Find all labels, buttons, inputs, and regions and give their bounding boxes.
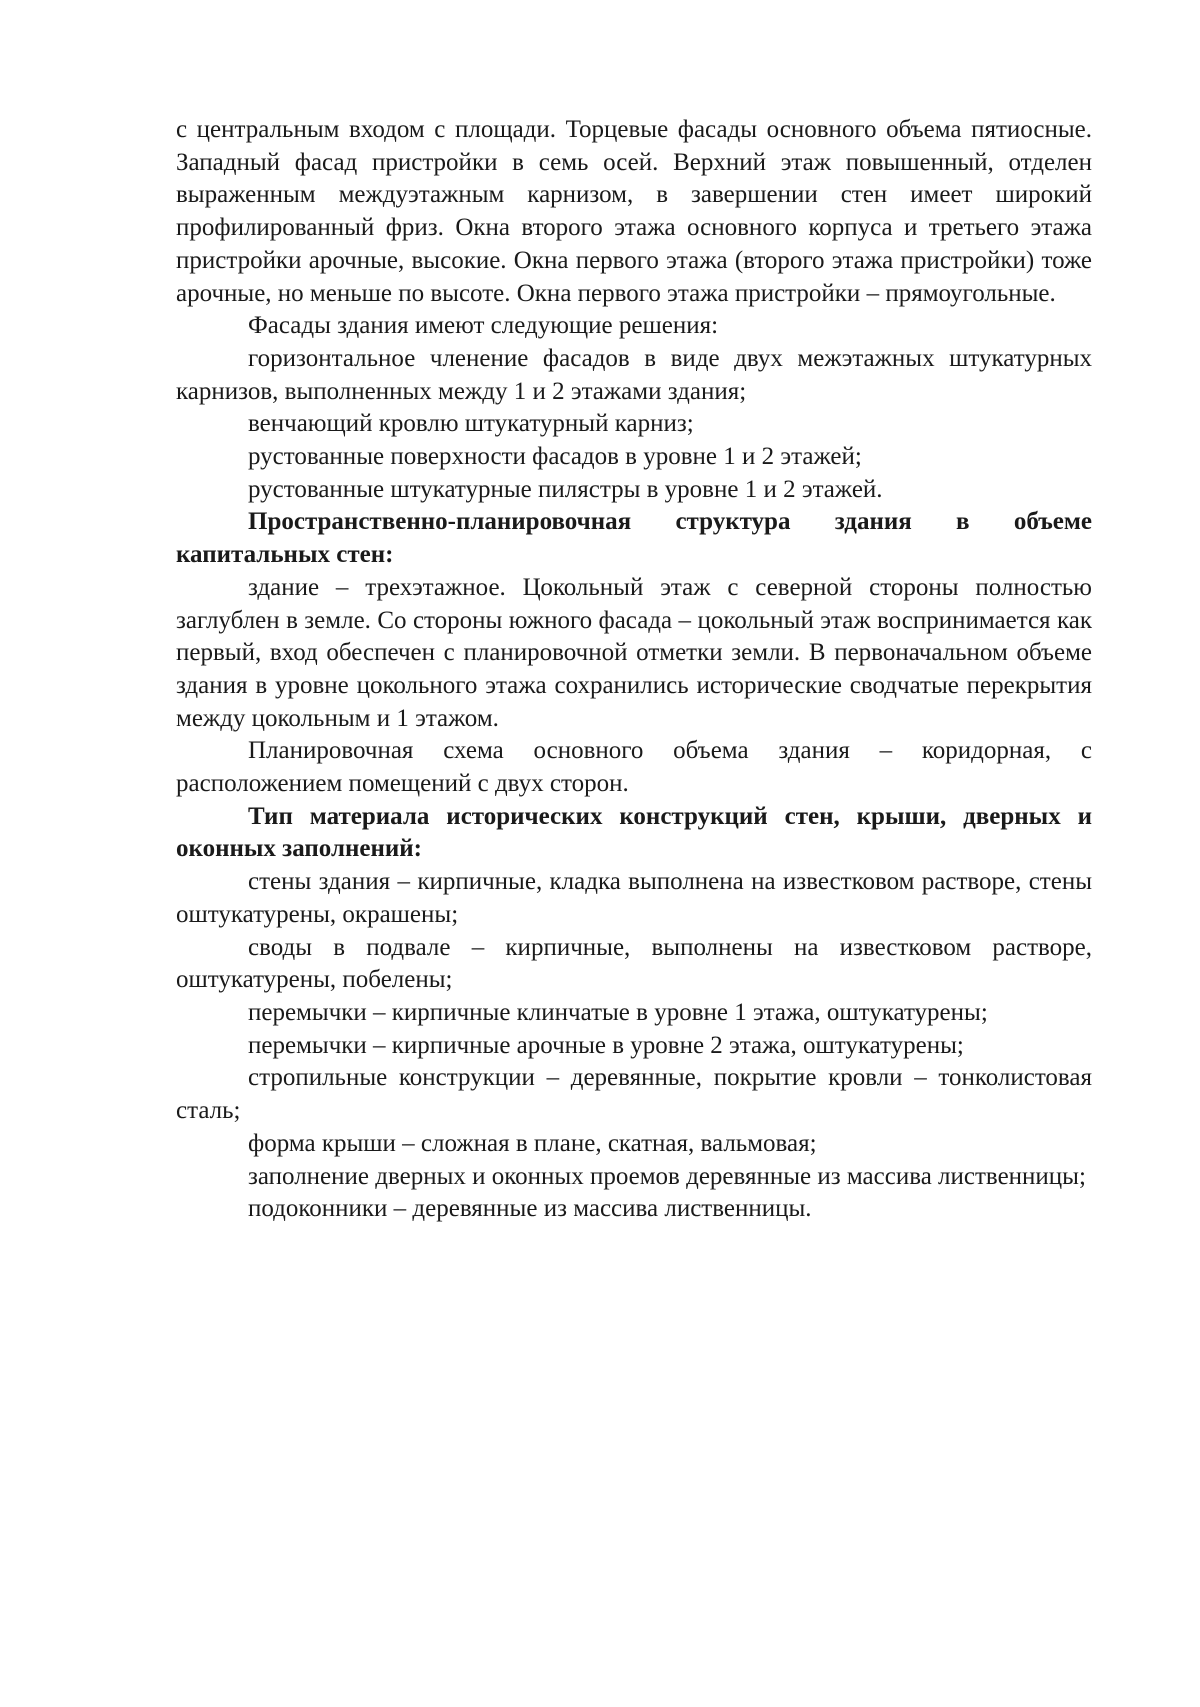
list-item-door-window-fillings: заполнение дверных и оконных проемов деревянные из массива лиственницы; [248,1162,1086,1190]
paragraph-building-floors: здание – трехэтажное. Цокольный этаж с северной стороны полностью заглублен в земле. Со стороны южного фасада – цокольный этаж воспринимается как первый, вход обеспечен с планировочной отметки земли. В первоначальном объеме здания в уровне цокольного этажа сохранились исторические сводчатые перекрытия между цокольным и 1 этажом. [176,573,1092,732]
list-item-roof-shape: форма крыши – сложная в плане, скатная, вальмовая; [248,1129,817,1157]
paragraph-facade-solutions-intro: Фасады здания имеют следующие решения: [248,312,719,340]
paragraph-facade-description: с центральным входом с площади. Торцевые фасады основного объема пятиосные. Западный фасад пристройки в семь осей. Верхний этаж повышенный, отделен выраженным междуэтажным карнизом, в завершении стен имеет широкий профилированный фриз. Окна второго этажа основного корпуса и третьего этажа пристройки арочные, высокие. Окна первого этажа (второго этажа пристройки) тоже арочные, но меньше по высоте. Окна первого этажа пристройки – прямоугольные. [176,116,1092,307]
list-item-lintels-floor-1: перемычки – кирпичные клинчатые в уровне 1 этажа, оштукатурены; [248,998,988,1026]
list-item-basement-vaults: своды в подвале – кирпичные, выполнены на известковом растворе, оштукатурены, побелены; [176,933,1092,994]
document-page [176,114,1092,1226]
list-item-lintels-floor-2: перемычки – кирпичные арочные в уровне 2 этажа, оштукатурены; [248,1031,964,1059]
section-heading-materials: Тип материала исторических конструкций стен, крыши, дверных и оконных заполнений: [176,802,1092,863]
list-item-rusticated-pilasters: рустованные штукатурные пилястры в уровне 1 и 2 этажей. [248,475,883,503]
list-item-crowning-cornice: венчающий кровлю штукатурный карниз; [248,410,694,438]
section-heading-spatial-structure: Пространственно-планировочная структура здания в объеме капитальных стен: [176,508,1092,569]
paragraph-planning-scheme: Планировочная схема основного объема здания – коридорная, с расположением помещений с двух сторон. [176,737,1092,798]
list-item-walls: стены здания – кирпичные, кладка выполнена на известковом растворе, стены оштукатурены, окрашены; [176,868,1092,928]
list-item-horizontal-division: горизонтальное членение фасадов в виде двух межэтажных штукатурных карнизов, выполненных между 1 и 2 этажами здания; [176,344,1092,405]
list-item-rafters-roofing: стропильные конструкции – деревянные, покрытие кровли – тонколистовая сталь; [176,1064,1092,1125]
list-item-rusticated-surfaces: рустованные поверхности фасадов в уровне 1 и 2 этажей; [248,443,862,471]
list-item-window-sills: подоконники – деревянные из массива лиственницы. [248,1195,812,1223]
